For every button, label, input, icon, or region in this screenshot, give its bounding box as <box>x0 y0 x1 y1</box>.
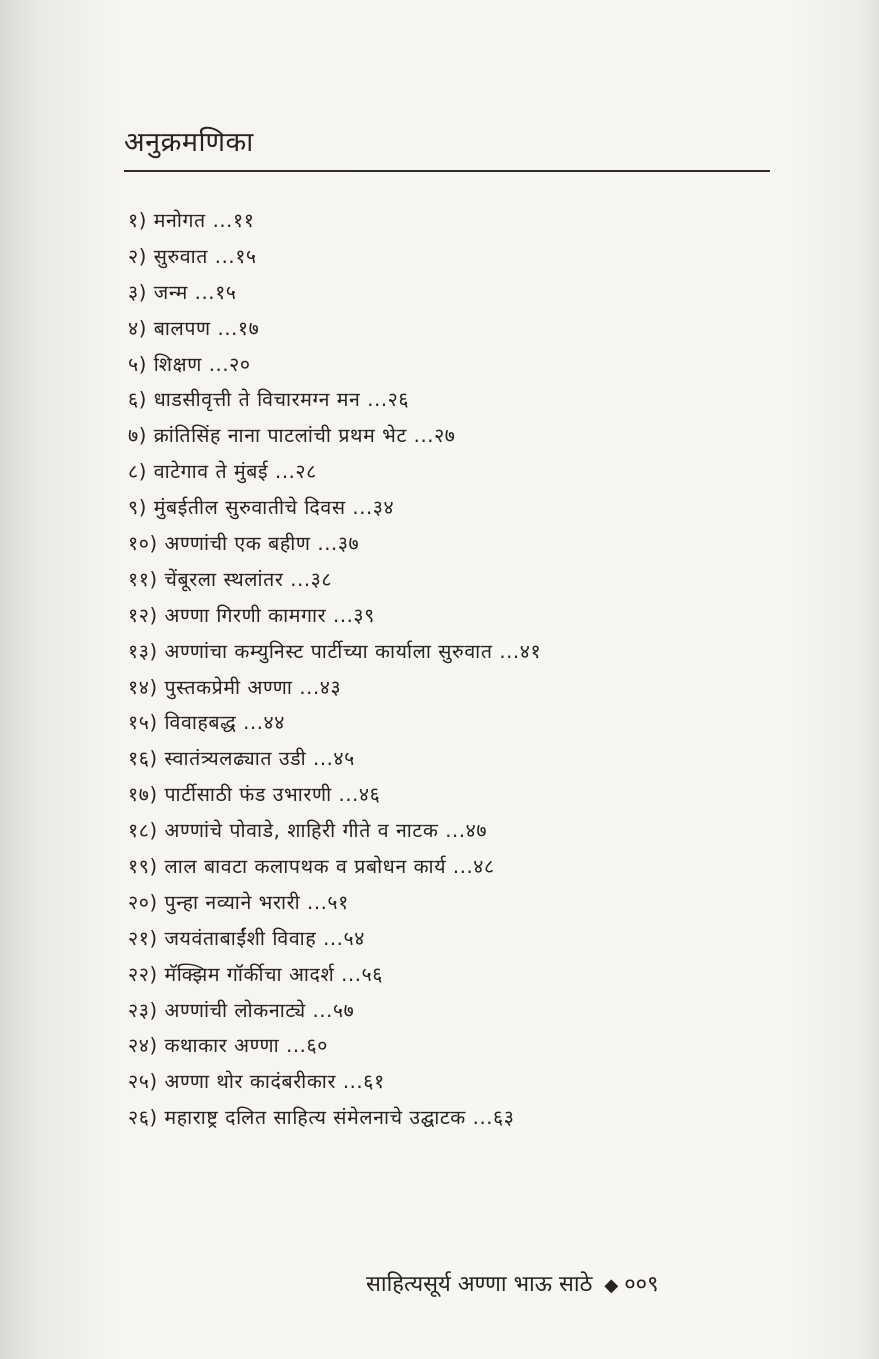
toc-entry: १९) लाल बावटा कलापथक व प्रबोधन कार्य ...४८ <box>128 855 495 879</box>
toc-entry: २४) कथाकार अण्णा ...६० <box>128 1034 328 1058</box>
toc-entry: १४) पुस्तकप्रेमी अण्णा ...४३ <box>128 675 342 699</box>
toc-entry: ४) बालपण ...१७ <box>128 316 260 340</box>
toc-entry: ९) मुंबईतील सुरुवातीचे दिवस ...३४ <box>128 496 395 520</box>
toc-entry: ८) वाटेगाव ते मुंबई ...२८ <box>128 460 317 484</box>
page-heading: अनुक्रमणिका <box>124 127 254 158</box>
toc-entry: २५) अण्णा थोर कादंबरीकार ...६१ <box>128 1070 385 1094</box>
toc-entry: ६) धाडसीवृत्ती ते विचारमग्न मन ...२६ <box>128 388 410 412</box>
toc-entry: १३) अण्णांचा कम्युनिस्ट पार्टीच्या कार्याला सुरुवात ...४१ <box>128 639 542 663</box>
toc-entry: १८) अण्णांचे पोवाडे, शाहिरी गीते व नाटक ...४७ <box>128 819 488 843</box>
toc-entry: २२) मॅक्झिम गॉर्कीचा आदर्श ...५६ <box>128 962 384 986</box>
book-title: साहित्यसूर्य अण्णा भाऊ साठे <box>366 1272 593 1297</box>
toc-entry: १५) विवाहबद्ध ...४४ <box>128 711 286 735</box>
diamond-icon: ◆ <box>604 1275 619 1296</box>
toc-entry: २१) जयवंताबाईंशी विवाह ...५४ <box>128 926 365 950</box>
toc-entry: १२) अण्णा गिरणी कामगार ...३९ <box>128 603 375 627</box>
toc-entry: १०) अण्णांची एक बहीण ...३७ <box>128 532 360 556</box>
toc-entry: ११) चेंबूरला स्थलांतर ...३८ <box>128 567 333 591</box>
toc-entry: २३) अण्णांची लोकनाट्ये ...५७ <box>128 998 355 1022</box>
toc-entry: ५) शिक्षण ...२० <box>128 352 251 376</box>
toc-entry: २०) पुन्हा नव्याने भरारी ...५१ <box>128 890 349 914</box>
page-number: ००९ <box>624 1272 659 1297</box>
toc-entry: २) सुरुवात ...१५ <box>128 244 257 268</box>
toc-list <box>128 203 541 1136</box>
toc-entry: १६) स्वातंत्र्यलढ्यात उडी ...४५ <box>128 747 355 771</box>
toc-entry: ३) जन्म ...१५ <box>128 280 237 304</box>
toc-entry: ७) क्रांतिसिंह नाना पाटलांची प्रथम भेट ...२७ <box>128 424 456 448</box>
page-footer <box>366 1268 659 1298</box>
toc-entry: १) मनोगत ...११ <box>128 209 255 232</box>
toc-entry: १७) पार्टीसाठी फंड उभारणी ...४६ <box>128 783 381 807</box>
heading-rule <box>124 170 770 172</box>
toc-entry: २६) महाराष्ट्र दलित साहित्य संमेलनाचे उद्घाटक ...६३ <box>128 1106 515 1130</box>
